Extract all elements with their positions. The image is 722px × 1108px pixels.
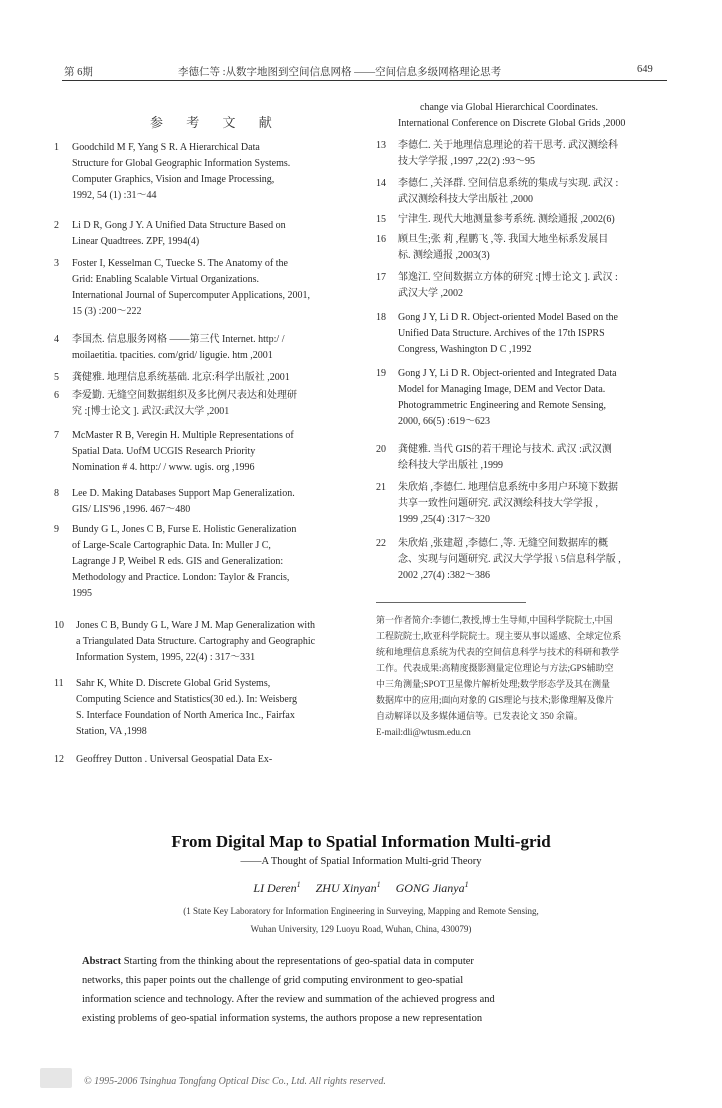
reference-line: Nomination # 4. http:/ / www. ugis. org ,1996 — [72, 462, 255, 473]
reference-line: 技大学学报 ,1997 ,22(2) :93～95 — [398, 156, 535, 167]
reference-line: Structure for Global Geographic Information Systems. — [72, 158, 291, 169]
reference-line: Lee D. Making Databases Support Map Generalization. — [72, 488, 295, 499]
reference-line: moilaetitia. tpacities. com/grid/ ligugie. htm ,2001 — [72, 350, 273, 361]
reference-line: Photogrammetric Engineering and Remote Sensing, — [398, 400, 607, 411]
author-name: LI Deren — [253, 881, 297, 895]
reference-line: 究 :[博士论文 ]. 武汉:武汉大学 ,2001 — [72, 406, 230, 417]
reference-line: 武汉大学 ,2002 — [398, 288, 463, 299]
reference-line: GIS/ LIS'96 ,1996. 467～480 — [72, 504, 191, 515]
reference-number: 18 — [376, 312, 386, 323]
reference-number: 4 — [54, 334, 59, 345]
reference-line: Methodology and Practice. London: Taylor & Francis, — [72, 572, 290, 583]
abstract-line: Starting from the thinking about the representations of geo-spatial data in computer — [123, 956, 474, 967]
reference-line: Model for Managing Image, DEM and Vector Data. — [398, 384, 606, 395]
reference-line: 邹逸江. 空间数据立方体的研究 :[博士论文 ]. 武汉 : — [398, 272, 618, 283]
reference-line: 李德仁 ,关泽群. 空间信息系统的集成与实现. 武汉 : — [398, 178, 619, 189]
bio-line: 数据库中的应用;面向对象的 GIS理论与技术;影像理解及像片 — [376, 695, 614, 705]
reference-number: 17 — [376, 272, 386, 283]
author-name: GONG Jianya — [395, 881, 465, 895]
reference-line: 朱欣焰 ,李德仁. 地理信息系统中多用户环境下数据 — [398, 482, 618, 493]
reference-number: 15 — [376, 214, 386, 225]
reference-number: 11 — [54, 678, 64, 689]
affiliation-line: Wuhan University, 129 Luoyu Road, Wuhan, China, 430079) — [250, 924, 472, 934]
footnote-rule — [376, 602, 526, 603]
reference-line: 李德仁. 关于地理信息理论的若干思考. 武汉测绘科 — [398, 140, 618, 151]
reference-line: Congress, Washington D C ,1992 — [398, 344, 532, 355]
reference-line: S. Interface Foundation of North America Inc., Fairfax — [76, 710, 295, 721]
reference-line: 1992, 54 (1) :31～44 — [72, 190, 157, 201]
reference-number: 3 — [54, 258, 59, 269]
reference-line: 武汉测绘科技大学出版社 ,2000 — [398, 194, 533, 205]
copyright-footer: © 1995-2006 Tsinghua Tongfang Optical Disc Co., Ltd. All rights reserved. — [84, 1076, 386, 1087]
reference-number: 9 — [54, 524, 59, 535]
reference-line: Bundy G L, Jones C B, Furse E. Holistic Generalization — [72, 524, 297, 535]
reference-number: 6 — [54, 390, 59, 401]
bio-line: 自动解译以及多媒体通信等。已发表论文 350 余篇。 — [376, 711, 584, 721]
reference-line: 顾旦生;张 莉 ,程鹏飞 ,等. 我国大地坐标系发展目 — [398, 234, 609, 245]
references-right-column — [376, 0, 706, 1108]
issue-number: 第 6期 — [64, 67, 93, 78]
reference-number: 10 — [54, 620, 64, 631]
reference-line: 2002 ,27(4) :382～386 — [398, 570, 490, 581]
reference-line: Gong J Y, Li D R. Object-oriented Model Based on the — [398, 312, 618, 323]
reference-line: 宁津生. 现代大地测量参考系统. 测绘通报 ,2002(6) — [398, 214, 615, 225]
reference-number: 12 — [54, 754, 64, 765]
running-title: 李德仁等 :从数字地图到空间信息网格 ——空间信息多级网格理论思考 — [178, 67, 502, 78]
reference-line: 念、实现与问题研究. 武汉大学学报 \ 5信息科学版 , — [398, 554, 621, 565]
reference-number: 8 — [54, 488, 59, 499]
reference-line: Spatial Data. UofM UCGIS Research Priority — [72, 446, 256, 457]
reference-line: 朱欣焰 ,张建超 ,李德仁 ,等. 无缝空间数据库的概 — [398, 538, 608, 549]
reference-line: Li D R, Gong J Y. A Unified Data Structure Based on — [72, 220, 286, 231]
references-left-column — [54, 0, 364, 1108]
reference-line: Foster I, Kesselman C, Tuecke S. The Anatomy of the — [72, 258, 288, 269]
reference-number: 5 — [54, 372, 59, 383]
author-bio — [376, 612, 706, 740]
reference-number: 16 — [376, 234, 386, 245]
abstract — [82, 952, 644, 1028]
reference-line: Unified Data Structure. Archives of the 17th ISPRS — [398, 328, 605, 339]
reference-number: 19 — [376, 368, 386, 379]
english-subtitle: ——A Thought of Spatial Information Multi-grid Theory — [240, 856, 482, 867]
page-number: 649 — [637, 64, 653, 75]
reference-number: 1 — [54, 142, 59, 153]
reference-number: 20 — [376, 444, 386, 455]
reference-line: Information System, 1995, 22(4) : 317～331 — [76, 652, 256, 663]
reference-line: Sahr K, White D. Discrete Global Grid Systems, — [76, 678, 271, 689]
author-list — [0, 880, 722, 896]
reference-line: McMaster R B, Veregin H. Multiple Representations of — [72, 430, 294, 441]
reference-line: Grid: Enabling Scalable Virtual Organizations. — [72, 274, 260, 285]
reference-line: a Triangulated Data Structure. Cartography and Geographic — [76, 636, 316, 647]
reference-line: 标. 测绘通报 ,2003(3) — [398, 250, 490, 261]
reference-line: 龚健雅. 地理信息系统基础. 北京:科学出版社 ,2001 — [72, 372, 290, 383]
reference-number: 7 — [54, 430, 59, 441]
bio-line: 中三角测量;SPOT卫星像片解析处理;数学形态学及其在测量 — [376, 679, 611, 689]
reference-line: Jones C B, Bundy G L, Ware J M. Map Generalization with — [76, 620, 315, 631]
reference-line: 共享一致性问题研究. 武汉测绘科技大学学报 , — [398, 498, 598, 509]
reference-line: 李国杰. 信息服务网格 ——第三代 Internet. http:/ / — [72, 334, 285, 345]
affiliation-line: (1 State Key Laboratory for Information Engineering in Surveying, Mapping and Remote Sensing, — [183, 906, 539, 916]
reference-line: 龚健雅. 当代 GIS的若干理论与技术. 武汉 :武汉测 — [398, 444, 612, 455]
abstract-line: information science and technology. After the review and summation of the achieved progress and — [82, 994, 495, 1005]
reference-line: of Large-Scale Cartographic Data. In: Muller J C, — [72, 540, 271, 551]
reference-line: Computer Graphics, Vision and Image Processing, — [72, 174, 275, 185]
bio-line: 工程院院士,欧亚科学院院士。现主要从事以遥感、全球定位系 — [376, 631, 622, 641]
reference-line: Gong J Y, Li D R. Object-oriented and Integrated Data — [398, 368, 617, 379]
reference-line: 绘科技大学出版社 ,1999 — [398, 460, 503, 471]
bio-line: 工作。代表成果:高精度摄影测量定位理论与方法;GPS辅助空 — [376, 663, 614, 673]
reference-line: 1999 ,25(4) :317～320 — [398, 514, 490, 525]
reference-line: International Conference on Discrete Global Grids ,2000 — [398, 118, 626, 129]
english-title: From Digital Map to Spatial Information Multi-grid — [171, 832, 551, 851]
reference-line: Station, VA ,1998 — [76, 726, 147, 737]
reference-line: Geoffrey Dutton . Universal Geospatial Data Ex- — [76, 754, 273, 765]
reference-line: Lagrange J P, Weibel R eds. GIS and Generalization: — [72, 556, 284, 567]
reference-line: Linear Quadtrees. ZPF, 1994(4) — [72, 236, 200, 247]
publisher-logo — [40, 1068, 72, 1088]
bio-line: E-mail:dli@wtusm.edu.cn — [376, 727, 471, 737]
reference-line: International Journal of Supercomputer Applications, 2001, — [72, 290, 311, 301]
reference-number: 2 — [54, 220, 59, 231]
reference-number: 21 — [376, 482, 386, 493]
bio-line: 第一作者简介:李德仁,教授,博士生导师,中国科学院院士,中国 — [376, 615, 613, 625]
references-heading: 参 考 文 献 — [150, 115, 282, 130]
reference-line: 2000, 66(5) :619～623 — [398, 416, 490, 427]
abstract-line: networks, this paper points out the challenge of grid computing environment to geo-spatial — [82, 975, 464, 986]
reference-line: Computing Science and Statistics(30 ed.). In: Weisberg — [76, 694, 298, 705]
abstract-line: existing problems of geo-spatial information systems, the authors propose a new representation — [82, 1013, 483, 1024]
author-affil-mark: 1 — [464, 880, 469, 889]
author-affil-mark: 1 — [376, 880, 381, 889]
bio-line: 统和地理信息系统为代表的空间信息科学与技术的科研和教学 — [376, 647, 620, 657]
reference-line: change via Global Hierarchical Coordinates. — [420, 102, 598, 113]
reference-line: Goodchild M F, Yang S R. A Hierarchical Data — [72, 142, 260, 153]
reference-line: 李爱勤. 无缝空间数据组织及多比例尺表达和处理研 — [72, 390, 297, 401]
author-name: ZHU Xinyan — [315, 881, 377, 895]
author-affil-mark: 1 — [296, 880, 301, 889]
reference-line: 15 (3) :200～222 — [72, 306, 142, 317]
reference-number: 14 — [376, 178, 386, 189]
abstract-label: Abstract — [82, 956, 122, 967]
reference-number: 22 — [376, 538, 386, 549]
reference-number: 13 — [376, 140, 386, 151]
reference-line: 1995 — [72, 588, 92, 599]
